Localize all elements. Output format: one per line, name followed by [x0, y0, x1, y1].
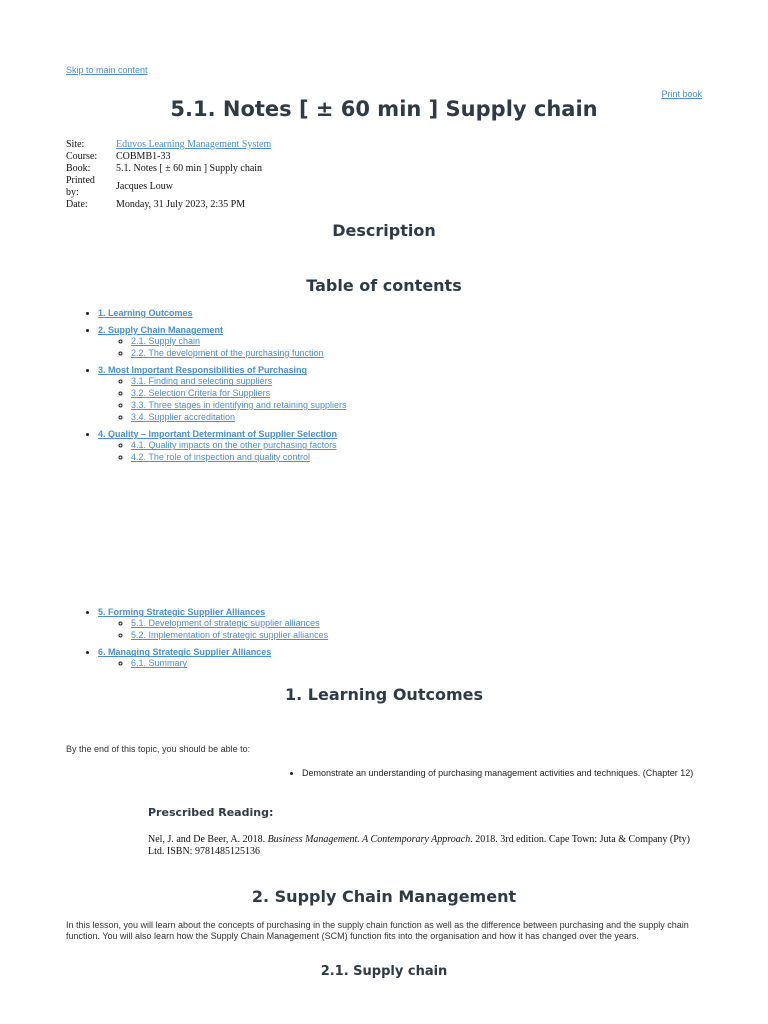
reference-book-title: Business Management. A Contemporary Approach [267, 834, 471, 845]
prescribed-reading-reference [148, 834, 708, 858]
toc-subitem [131, 388, 346, 400]
toc-sublist [98, 440, 346, 463]
toc-item [98, 647, 328, 670]
toc-link-3[interactable]: 3. Most Important Responsibilities of Purchasing [98, 365, 308, 376]
reference-authors: Nel, J. and De Beer, A. 2018. [148, 834, 268, 845]
toc-heading: Table of contents [306, 276, 462, 295]
supply-chain-management-heading: 2. Supply Chain Management [251, 887, 517, 906]
toc-link-4[interactable]: 4. Quality – Important Determinant of Supplier Selection [98, 429, 338, 440]
toc-link-3-3[interactable]: 3.3. Three stages in identifying and retaining suppliers [131, 399, 347, 410]
toc-item [98, 325, 346, 359]
supply-chain-heading: 2.1. Supply chain [320, 964, 448, 979]
toc-item [98, 607, 328, 641]
toc-list [80, 308, 346, 464]
info-key: Printed by: [66, 175, 95, 198]
book-title: 5.1. Notes [ ± 60 min ] Supply chain [170, 97, 598, 121]
toc-subitem [131, 336, 346, 348]
info-row-book [64, 163, 273, 175]
toc-subitem [131, 400, 346, 412]
toc-subitem [131, 348, 346, 360]
info-key: Date: [66, 199, 88, 210]
toc-subitem [131, 440, 346, 452]
toc-link-4-2[interactable]: 4.2. The role of inspection and quality control [131, 451, 310, 462]
toc-subitem [131, 658, 328, 670]
toc-item [98, 365, 346, 423]
info-key: Book: [66, 163, 91, 174]
reference-details: . 2018. 3rd edition. Cape Town: Juta & Company (Pty) Ltd. ISBN: 9781485125136 [148, 834, 690, 857]
scm-intro-paragraph: In this lesson, you will learn about the concepts of purchasing in the supply chain function as well as the difference between purchasing and the supply chain function. You will also learn how the Supply Chain Management (SCM) function fits into the organisation and how it has changed over the years. [66, 920, 689, 941]
toc-sublist [98, 376, 346, 423]
info-row-site [64, 139, 273, 151]
info-value: Monday, 31 July 2023, 2:35 PM [116, 199, 246, 210]
info-row-printed-by [64, 175, 273, 199]
toc-sublist [98, 336, 346, 359]
toc-link-6[interactable]: 6. Managing Strategic Supplier Alliances [98, 647, 272, 658]
info-key: Course: [66, 151, 98, 162]
book-info-table [64, 139, 273, 211]
toc-link-3-4[interactable]: 3.4. Supplier accreditation [131, 411, 236, 422]
info-value [114, 139, 273, 151]
description-heading: Description [332, 221, 436, 240]
toc-item [98, 429, 346, 463]
intro-text: By the end of this topic, you should be able to: [66, 744, 251, 754]
toc-subitem [131, 412, 346, 424]
prescribed-reading-heading: Prescribed Reading: [148, 806, 274, 819]
toc-link-2-2[interactable]: 2.2. The development of the purchasing function [131, 347, 324, 358]
site-link[interactable]: Eduvos Learning Management System [116, 139, 272, 150]
outcome-item: • Demonstrate an understanding of purchasing management activities and techniques. (Chapter 12) [302, 768, 722, 779]
toc-sublist [98, 618, 328, 641]
skip-to-main-content-link[interactable]: Skip to main content [66, 65, 148, 75]
toc-link-5-1[interactable]: 5.1. Development of strategic supplier alliances [131, 618, 320, 628]
info-key: Site: [66, 139, 85, 150]
info-value: 5.1. Notes [ ± 60 min ] Supply chain [116, 163, 263, 174]
toc-link-6-1[interactable]: 6.1. Summary [131, 658, 188, 669]
toc-link-2[interactable]: 2. Supply Chain Management [98, 325, 224, 335]
toc-link-4-1[interactable]: 4.1. Quality impacts on the other purchasing factors [131, 440, 337, 451]
learning-outcomes-heading: 1. Learning Outcomes [285, 685, 483, 704]
toc-link-2-1[interactable]: 2.1. Supply chain [131, 336, 201, 346]
toc-subitem [131, 618, 328, 630]
toc-subitem [131, 630, 328, 642]
toc-link-5-2[interactable]: 5.2. Implementation of strategic supplier alliances [131, 629, 329, 640]
toc-item [98, 308, 346, 319]
print-book-link[interactable]: Print book [661, 89, 702, 99]
info-value: COBMB1-33 [116, 151, 171, 162]
toc-sublist [98, 658, 328, 670]
toc-link-3-1[interactable]: 3.1. Finding and selecting suppliers [131, 376, 273, 387]
toc-subitem [131, 376, 346, 388]
toc-link-1[interactable]: 1. Learning Outcomes [98, 308, 193, 318]
toc-link-5[interactable]: 5. Forming Strategic Supplier Alliances [98, 607, 266, 617]
toc-link-3-2[interactable]: 3.2. Selection Criteria for Suppliers [131, 388, 271, 399]
toc-subitem [131, 452, 346, 464]
info-row-date [64, 199, 273, 211]
outcomes-list [284, 768, 722, 779]
toc-list-continued [80, 607, 328, 670]
info-row-course [64, 151, 273, 163]
info-value: Jacques Louw [116, 181, 173, 192]
